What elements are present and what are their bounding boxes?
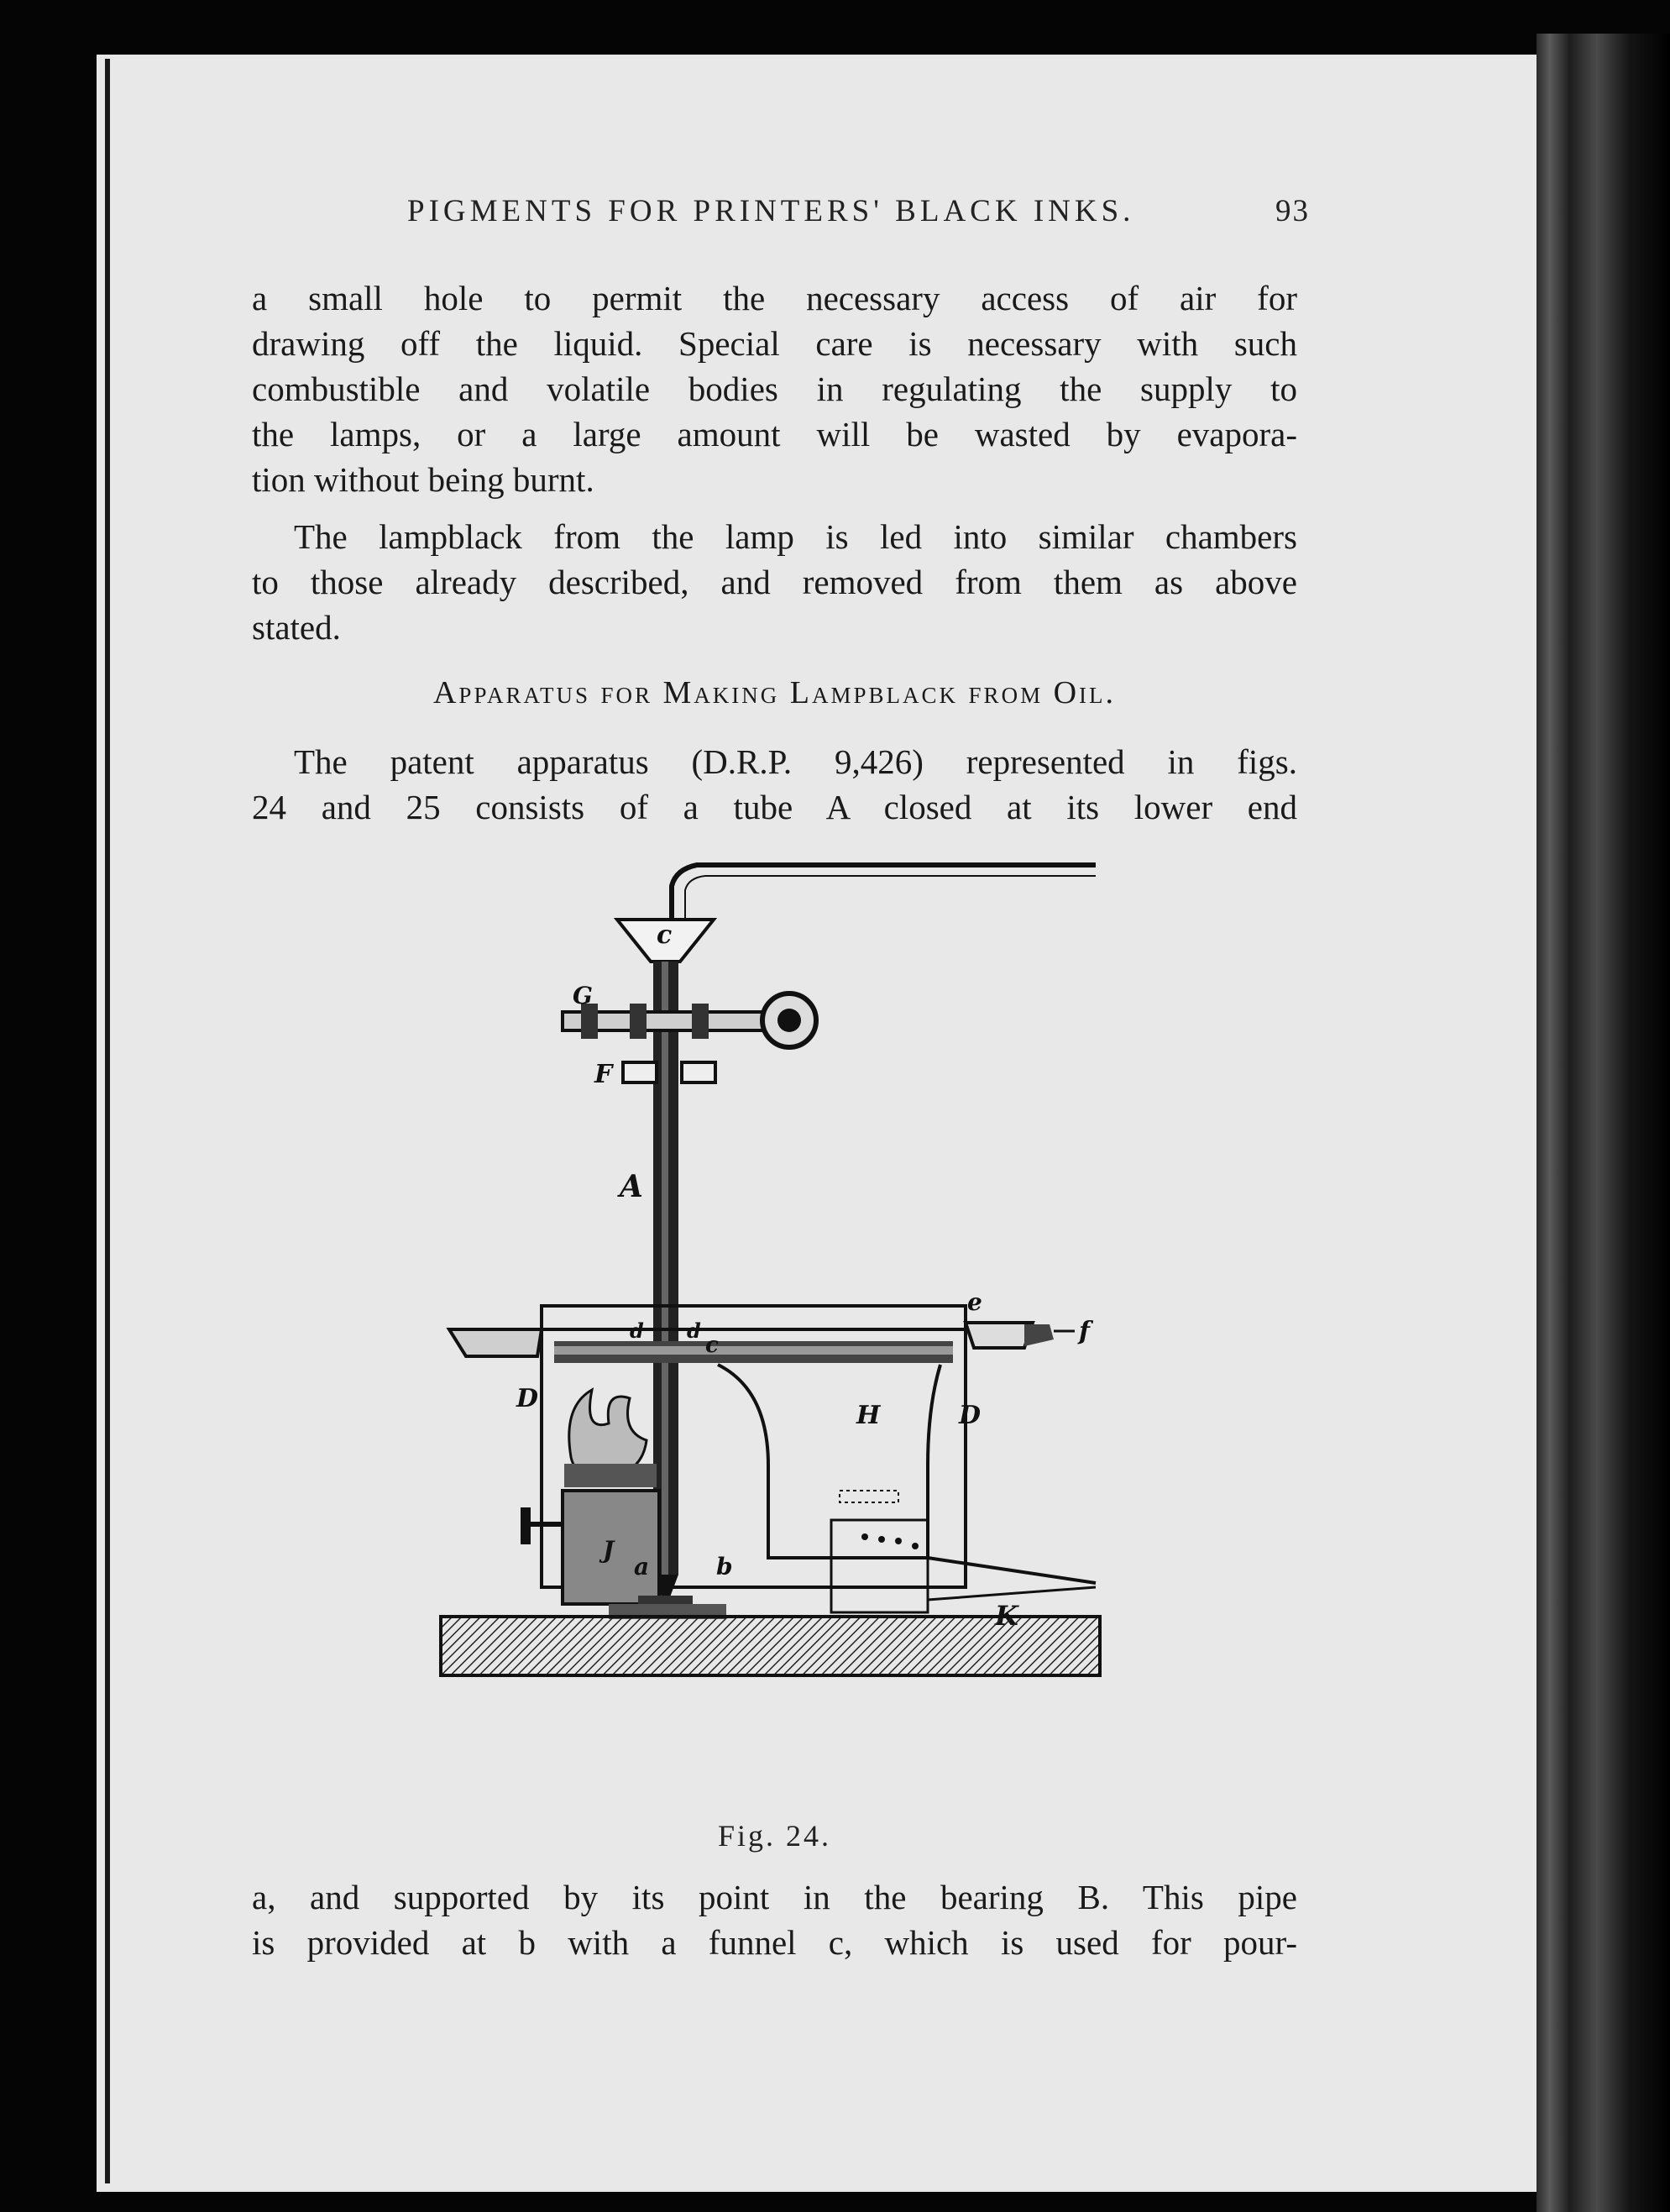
text-line: a small hole to permit the necessary access of air for bbox=[252, 279, 1297, 317]
text-line: stated. bbox=[252, 608, 341, 647]
text-line: combustible and volatile bodies in regulating the supply to bbox=[252, 370, 1297, 408]
bracket-f-right bbox=[682, 1062, 715, 1082]
apparatus-illustration bbox=[437, 852, 1104, 1801]
text-line: The lampblack from the lamp is led into similar chambers bbox=[294, 517, 1297, 556]
label-h: H bbox=[856, 1401, 881, 1430]
flue-h bbox=[718, 1365, 940, 1558]
apparatus-figure bbox=[437, 852, 1104, 1801]
label-c-lower: c bbox=[705, 1333, 719, 1358]
label-a-small: a bbox=[634, 1553, 650, 1580]
paragraph-1 bbox=[252, 275, 1297, 502]
base-board bbox=[441, 1617, 1100, 1675]
label-b-bearing: B bbox=[659, 1575, 673, 1596]
label-d-1: d bbox=[630, 1318, 644, 1343]
paragraph-2 bbox=[252, 514, 1297, 650]
text-line: a, and supported by its point in the bearing B. This pipe bbox=[252, 1878, 1297, 1916]
running-title: PIGMENTS FOR PRINTERS' BLACK INKS. bbox=[407, 194, 1135, 228]
label-c: c bbox=[657, 920, 673, 950]
label-f-small: f bbox=[1079, 1317, 1090, 1346]
text-line: tion without being burnt. bbox=[252, 460, 594, 499]
label-e: e bbox=[967, 1288, 982, 1316]
page-gutter bbox=[105, 59, 110, 2183]
text-line: The patent apparatus (D.R.P. 9,426) represented in figs. bbox=[294, 742, 1297, 781]
running-header bbox=[252, 193, 1310, 235]
label-d-left: D bbox=[516, 1384, 539, 1413]
paragraph-4 bbox=[252, 1874, 1297, 1965]
text-line: drawing off the liquid. Special care is necessary with such bbox=[252, 324, 1297, 363]
label-d-2: d bbox=[687, 1318, 701, 1343]
box bbox=[831, 1520, 928, 1612]
text-line: is provided at b with a funnel c, which is used for pour- bbox=[252, 1923, 1297, 1962]
figure-caption: Fig. 24. bbox=[717, 1819, 832, 1853]
tray-k bbox=[928, 1558, 1096, 1583]
text-line: 24 and 25 consists of a tube A closed at its lower end bbox=[252, 788, 1297, 826]
section-heading: Apparatus for Making Lampblack from Oil. bbox=[432, 675, 1116, 710]
label-f: F bbox=[594, 1060, 613, 1089]
right-spout bbox=[966, 1323, 1033, 1348]
label-g: G bbox=[573, 982, 593, 1009]
book-page-edges bbox=[1537, 34, 1670, 2212]
label-j: J bbox=[603, 1536, 615, 1564]
label-a: A bbox=[620, 1169, 643, 1204]
paragraph-3 bbox=[252, 739, 1297, 830]
text-line: the lamps, or a large amount will be wasted by evapora- bbox=[252, 415, 1297, 453]
label-d-right: D bbox=[959, 1401, 982, 1430]
label-b-small: b bbox=[716, 1553, 733, 1580]
page-number: 93 bbox=[1275, 194, 1310, 228]
left-trough bbox=[449, 1329, 542, 1356]
bracket-f-left bbox=[623, 1062, 657, 1082]
text-line: to those already described, and removed from them as above bbox=[252, 563, 1297, 601]
